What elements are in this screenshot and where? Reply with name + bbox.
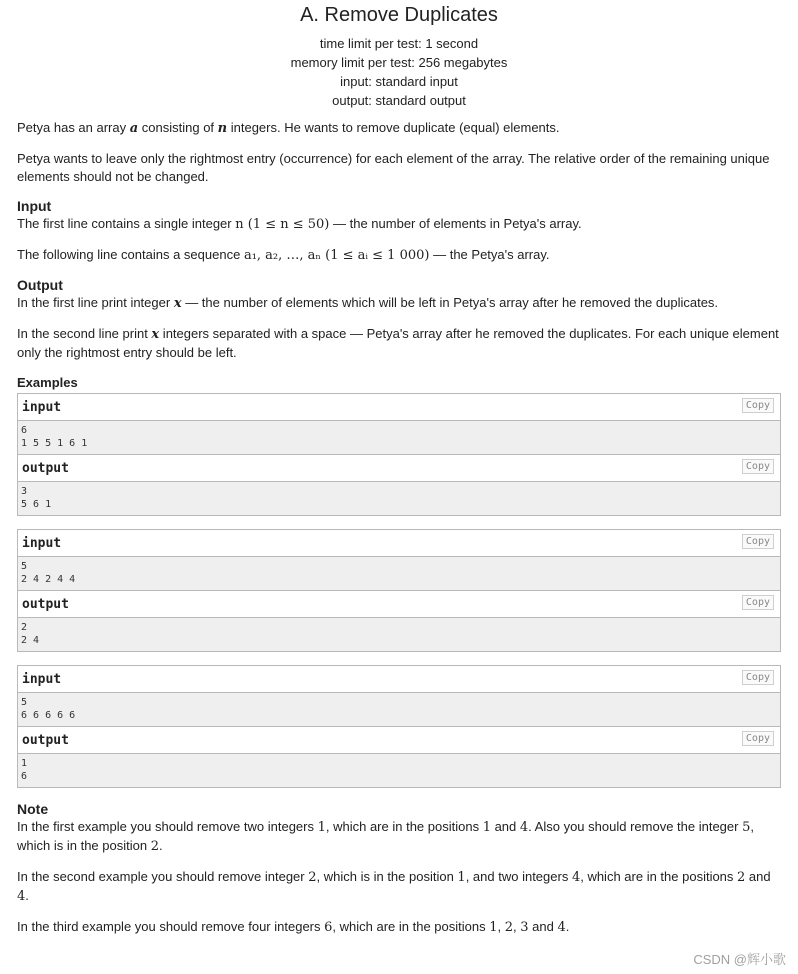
- io-line: 2: [21, 622, 28, 633]
- text: , which is in the position: [316, 869, 458, 884]
- io-line: 6 6 6 6 6: [21, 710, 76, 721]
- copy-button[interactable]: Copy: [742, 459, 774, 474]
- text: .: [25, 888, 29, 903]
- copy-button[interactable]: Copy: [742, 670, 774, 685]
- example-input-header: [18, 666, 780, 693]
- text: integers. He wants to remove duplicate (equal) elements.: [227, 120, 560, 135]
- text: , which are in the positions: [580, 869, 738, 884]
- math-num: 6: [324, 920, 333, 935]
- io-line: 2 4: [21, 635, 40, 646]
- text: Petya has an array: [17, 120, 130, 135]
- math-num: 4: [519, 820, 529, 835]
- output-section-title: Output: [17, 277, 63, 293]
- note-paragraph-2: [17, 868, 781, 906]
- text: , and two integers: [465, 869, 572, 884]
- copy-button[interactable]: Copy: [742, 595, 774, 610]
- math-num: 2: [737, 870, 746, 885]
- input-label: input: [22, 671, 62, 687]
- math-num: 2: [308, 870, 317, 885]
- io-line: 5: [21, 561, 28, 572]
- watermark: CSDN @辉小歌: [693, 952, 786, 967]
- example-input-body[interactable]: [18, 421, 780, 455]
- example-2: [17, 529, 781, 652]
- text: and: [745, 869, 771, 884]
- note-paragraph-1: [17, 818, 781, 856]
- text: In the first line print integer: [17, 295, 174, 310]
- note-paragraph-3: [17, 918, 781, 937]
- io-line: 6: [21, 771, 28, 782]
- text: ,: [513, 919, 521, 934]
- text: — the Petya's array.: [429, 247, 550, 262]
- text: and: [528, 919, 558, 934]
- problem-header: [0, 0, 798, 110]
- copy-button[interactable]: Copy: [742, 534, 774, 549]
- input-paragraph-1: [17, 215, 781, 234]
- example-output-header: [18, 727, 780, 754]
- math-num: 3: [520, 920, 529, 935]
- problem-statement: [0, 119, 798, 937]
- example-output-header: [18, 455, 780, 482]
- copy-button[interactable]: Copy: [742, 731, 774, 746]
- text: In the second line print: [17, 326, 152, 341]
- io-line: 5 6 1: [21, 499, 52, 510]
- math-num: 4: [557, 920, 566, 935]
- example-output-body[interactable]: [18, 482, 780, 515]
- memory-limit: memory limit per test: 256 megabytes: [290, 55, 508, 70]
- copy-button[interactable]: Copy: [742, 398, 774, 413]
- io-line: 2 4 2 4 4: [21, 574, 76, 585]
- legend-paragraph-1: [17, 119, 781, 138]
- input-file: input: standard input: [340, 74, 458, 89]
- text: The first line contains a single integer: [17, 216, 236, 231]
- example-input-header: [18, 394, 780, 421]
- text: . Also you should remove the integer: [528, 819, 743, 834]
- note-title: Note: [17, 801, 49, 817]
- output-label: output: [22, 596, 69, 612]
- math-var: a: [129, 121, 139, 136]
- math-num: 1: [489, 920, 498, 935]
- time-limit: time limit per test: 1 second: [319, 36, 479, 51]
- examples-title: Examples: [17, 375, 78, 390]
- io-line: 5: [21, 697, 28, 708]
- problem-title: A. Remove Duplicates: [300, 4, 498, 26]
- text: The following line contains a sequence: [17, 247, 244, 262]
- math-num: 4: [571, 870, 581, 885]
- text: In the third example you should remove four integers: [17, 919, 325, 934]
- math-var: x: [151, 327, 160, 342]
- text: .: [158, 838, 163, 853]
- input-label: input: [22, 399, 62, 415]
- input-section-title: Input: [17, 198, 52, 214]
- text: consisting of: [138, 120, 218, 135]
- math-var: n: [217, 121, 228, 136]
- math-num: 1: [482, 820, 491, 835]
- io-line: 3: [21, 486, 28, 497]
- text: — the number of elements in Petya's array.: [329, 216, 582, 231]
- math-num: 2: [504, 920, 514, 935]
- text: .: [565, 919, 570, 934]
- math-expr: n (1 ≤ n ≤ 50): [235, 217, 330, 232]
- io-line: 6: [21, 425, 28, 436]
- output-paragraph-2: [17, 325, 781, 362]
- text: In the second example you should remove integer: [17, 869, 309, 884]
- input-label: input: [22, 535, 62, 551]
- io-line: 1: [21, 758, 28, 769]
- text: , which are in the positions: [332, 919, 490, 934]
- text: , which is in the position: [17, 819, 754, 853]
- text: In the first example you should remove two integers: [17, 819, 318, 834]
- example-output-header: [18, 591, 780, 618]
- text: — the number of elements which will be left in Petya's array after he removed the duplicates.: [181, 295, 719, 310]
- example-input-body[interactable]: [18, 557, 780, 591]
- output-file: output: standard output: [332, 93, 466, 108]
- example-input-header: [18, 530, 780, 557]
- math-num: 2: [150, 839, 159, 854]
- math-var: x: [173, 296, 182, 311]
- math-num: 1: [457, 870, 466, 885]
- example-output-body[interactable]: [18, 754, 780, 787]
- input-paragraph-2: [17, 246, 781, 265]
- math-expr: a₁, a₂, …, aₙ (1 ≤ aᵢ ≤ 1 000): [243, 248, 430, 263]
- example-1: [17, 393, 781, 516]
- math-num: 4: [17, 889, 26, 904]
- io-line: 1 5 5 1 6 1: [21, 438, 88, 449]
- example-output-body[interactable]: [18, 618, 780, 651]
- legend-paragraph-2: Petya wants to leave only the rightmost entry (occurrence) for each element of the array. The relative order of the remaining unique elements should not be changed.: [17, 151, 770, 184]
- example-3: [17, 665, 781, 788]
- example-input-body[interactable]: [18, 693, 780, 727]
- text: , which are in the positions: [325, 819, 483, 834]
- output-paragraph-1: [17, 294, 781, 313]
- text: ,: [497, 919, 505, 934]
- text: and: [490, 819, 520, 834]
- output-label: output: [22, 732, 69, 748]
- text: integers separated with a space — Petya's array after he removed the duplicates. For each unique element only the rightmost entry should be left.: [17, 326, 779, 360]
- math-num: 1: [317, 820, 326, 835]
- math-num: 5: [742, 820, 751, 835]
- output-label: output: [22, 460, 69, 476]
